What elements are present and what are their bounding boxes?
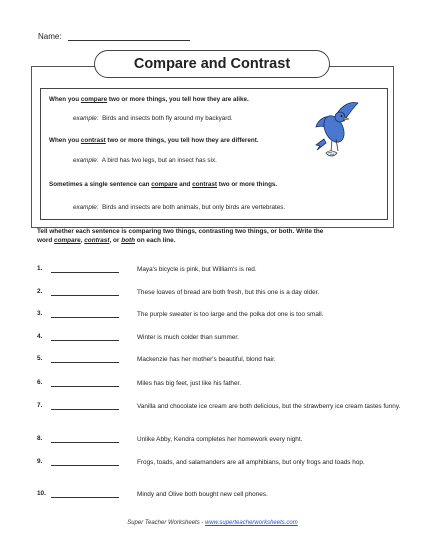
footer-link[interactable]: www.superteacherworksheets.com <box>205 520 298 526</box>
answer-line[interactable] <box>51 340 119 341</box>
both-example: example: Birds and insects are both animals, but only birds are vertebrates. <box>73 204 286 211</box>
footer-site: Super Teacher Worksheets <box>127 520 200 526</box>
answer-line[interactable] <box>51 465 119 466</box>
question-text: Vanilla and chocolate ice cream are both delicious, but the strawberry ice cream tastes funny. <box>137 403 401 410</box>
question-text: The purple sweater is too large and the polka dot one is too small. <box>137 311 324 318</box>
question-text: Winter is much colder than summer. <box>137 334 239 341</box>
question-number: 1. <box>37 265 43 272</box>
question-number: 5. <box>37 355 43 362</box>
question-text: These loaves of bread are both fresh, but this one is a day older. <box>137 289 320 296</box>
question-text: Frogs, toads, and salamanders are all amphibians, but only frogs and toads hop. <box>137 459 365 466</box>
question-text: Mackenzie has her mother's beautiful, blond hair. <box>137 356 276 363</box>
question-number: 10. <box>37 490 46 497</box>
name-label: Name: <box>38 32 62 41</box>
answer-line[interactable] <box>51 362 119 363</box>
question-text: Miles has big feet, just like his father. <box>137 380 242 387</box>
answer-line[interactable] <box>51 497 119 498</box>
answer-line[interactable] <box>51 295 119 296</box>
name-row <box>38 32 190 41</box>
question-text: Maya's bicycle is pink, but William's is red. <box>137 266 257 273</box>
question-number: 6. <box>37 379 43 386</box>
compare-definition: When you compare two or more things, you tell how they are alike. <box>49 96 249 103</box>
bird-illustration <box>304 95 364 165</box>
question-number: 7. <box>37 402 43 409</box>
instructions: Tell whether each sentence is comparing two things, contrasting two things, or both. Write the word compare, contrast, or both on each line. <box>37 228 324 244</box>
question-text: Mindy and Olive both bought new cell phones. <box>137 491 268 498</box>
answer-line[interactable] <box>51 409 119 410</box>
question-number: 3. <box>37 310 43 317</box>
both-definition: Sometimes a single sentence can compare and contrast two or more things. <box>49 181 278 188</box>
footer: Super Teacher Worksheets - www.superteacherworksheets.com <box>127 520 298 526</box>
contrast-definition: When you contrast two or more things, you tell how they are different. <box>49 137 259 144</box>
question-number: 8. <box>37 435 43 442</box>
answer-line[interactable] <box>51 442 119 443</box>
question-number: 9. <box>37 458 43 465</box>
page-title: Compare and Contrast <box>94 50 330 78</box>
compare-example: example: Birds and insects both fly around my backyard. <box>73 115 233 122</box>
question-text: Unlike Abby, Kendra completes her homework every night. <box>137 436 303 443</box>
answer-line[interactable] <box>51 386 119 387</box>
contrast-example: example: A bird has two legs, but an insect has six. <box>73 157 217 164</box>
answer-line[interactable] <box>51 272 119 273</box>
name-field[interactable] <box>68 32 190 41</box>
question-number: 4. <box>37 333 43 340</box>
answer-line[interactable] <box>51 317 119 318</box>
question-number: 2. <box>37 288 43 295</box>
